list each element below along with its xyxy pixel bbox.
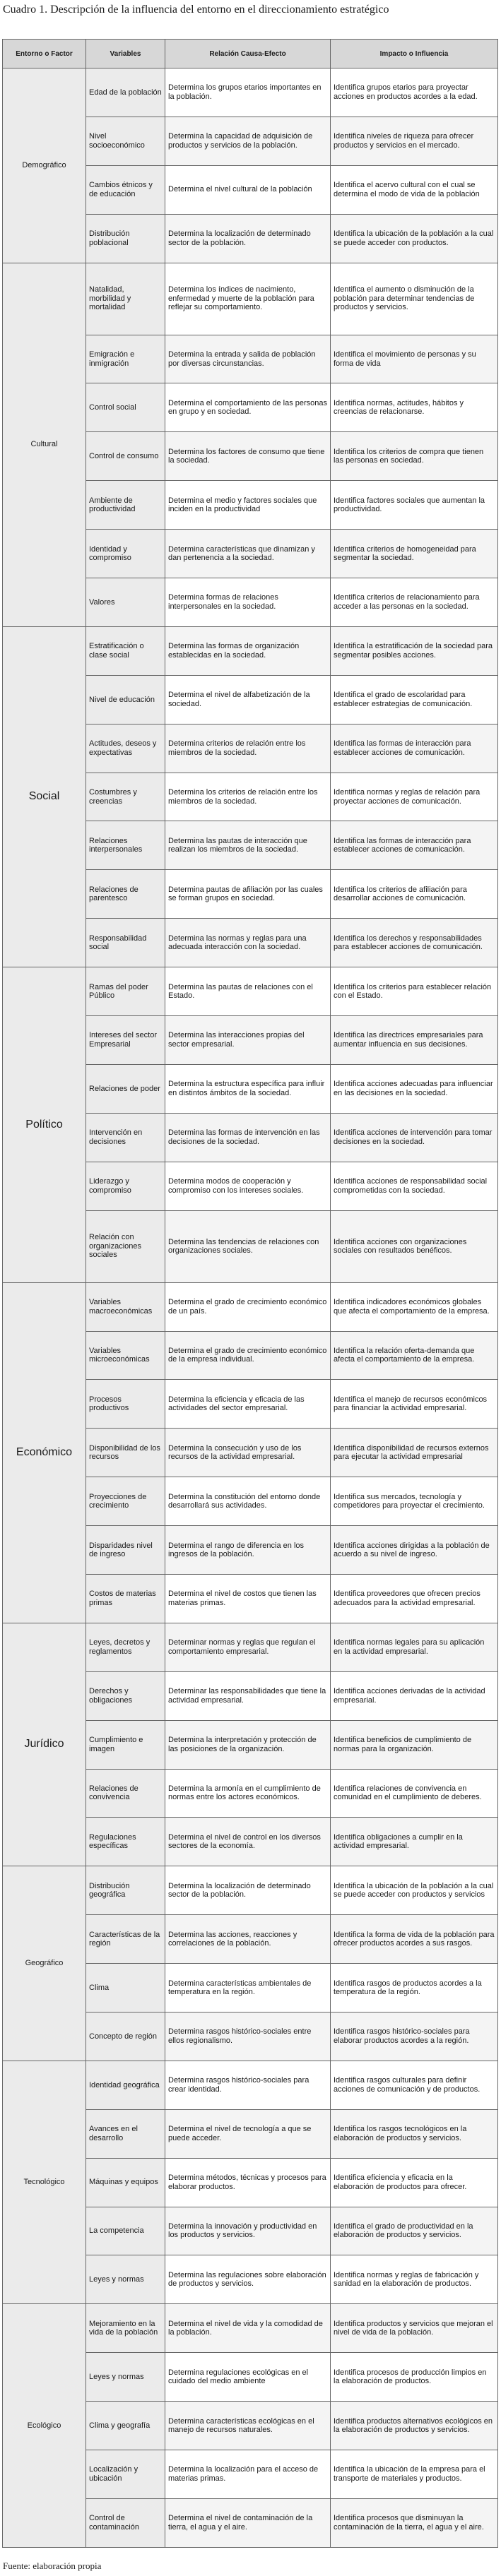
impact-cell: Identifica rasgos culturales para definir acciones de comunicación y de productos. <box>331 2061 498 2109</box>
impact-cell: Identifica disponibilidad de recursos externos para ejecutar la actividad empresarial <box>331 1429 498 1477</box>
header-impacto: Impacto o Influencia <box>331 40 498 68</box>
variable-cell: Máquinas y equipos <box>86 2158 165 2207</box>
impact-cell: Identifica criterios de relacionamiento para acceder a las personas en la sociedad. <box>331 578 498 627</box>
relation-cell: Determinar las responsabilidades que tiene la actividad empresarial. <box>165 1671 331 1720</box>
table-caption: Cuadro 1. Descripción de la influencia del entorno en el direccionamiento estratégico <box>3 4 389 16</box>
impact-cell: Identifica obligaciones a cumplir en la actividad empresarial. <box>331 1818 498 1866</box>
variable-cell: Relaciones de poder <box>86 1064 165 1113</box>
table-row <box>3 1623 498 1671</box>
relation-cell: Determina la localización para el acceso de materias primas. <box>165 2450 331 2499</box>
impact-cell: Identifica normas, actitudes, hábitos y creencias de relacionarse. <box>331 383 498 432</box>
impact-cell: Identifica los rasgos tecnológicos en la elaboración de productos y servicios. <box>331 2109 498 2158</box>
table-row <box>3 2061 498 2109</box>
variable-cell: Regulaciones específicas <box>86 1818 165 1866</box>
impact-cell: Identifica la forma de vida de la población para ofrecer productos acordes a sus rasgos. <box>331 1915 498 1964</box>
table-row <box>3 967 498 1016</box>
relation-cell: Determina pautas de afiliación por las cuales se forman grupos en sociedad. <box>165 870 331 919</box>
variable-cell: Características de la región <box>86 1915 165 1964</box>
header-variables: Variables <box>86 40 165 68</box>
table-body <box>3 68 498 2548</box>
relation-cell: Determina el nivel de costos que tienen las materias primas. <box>165 1574 331 1623</box>
impact-cell: Identifica rasgos de productos acordes a la temperatura de la región. <box>331 1964 498 2012</box>
variable-cell: Relaciones de parentesco <box>86 870 165 919</box>
variable-cell: Clima <box>86 1964 165 2012</box>
table-row <box>3 2304 498 2353</box>
relation-cell: Determina el rango de diferencia en los ingresos de la población. <box>165 1526 331 1575</box>
factor-cell: Geográfico <box>3 1866 86 2061</box>
relation-cell: Determina las normas y reglas para una adecuada interacción con la sociedad. <box>165 919 331 967</box>
relation-cell: Determina el nivel de contaminación de la tierra, el agua y el aire. <box>165 2498 331 2547</box>
relation-cell: Determina el comportamiento de las personas en grupo y en sociedad. <box>165 383 331 432</box>
relation-cell: Determina los índices de nacimiento, enfermedad y muerte de la población para reflejar su comportamiento. <box>165 263 331 335</box>
variable-cell: Control social <box>86 383 165 432</box>
variable-cell: Control de consumo <box>86 432 165 481</box>
relation-cell: Determina el grado de crecimiento económico de un país. <box>165 1282 331 1331</box>
impact-cell: Identifica la estratificación de la sociedad para segmentar posibles acciones. <box>331 626 498 675</box>
variable-cell: Leyes y normas <box>86 2255 165 2304</box>
variable-cell: Disponibilidad de los recursos <box>86 1429 165 1477</box>
impact-cell: Identifica normas y reglas de relación para proyectar acciones de comunicación. <box>331 773 498 821</box>
variable-cell: Intereses del sector Empresarial <box>86 1016 165 1065</box>
variable-cell: Derechos y obligaciones <box>86 1671 165 1720</box>
variable-cell: Clima y geografía <box>86 2402 165 2450</box>
relation-cell: Determina los grupos etarios importantes en la población. <box>165 68 331 117</box>
table-row <box>3 626 498 675</box>
relation-cell: Determina rasgos histórico-sociales para crear identidad. <box>165 2061 331 2109</box>
impact-cell: Identifica el manejo de recursos económicos para financiar la actividad empresarial. <box>331 1380 498 1429</box>
impact-cell: Identifica los criterios de afiliación para desarrollar acciones de comunicación. <box>331 870 498 919</box>
variable-cell: Valores <box>86 578 165 627</box>
relation-cell: Determina la constitución del entorno donde desarrollará sus actividades. <box>165 1477 331 1526</box>
variable-cell: Cumplimiento e imagen <box>86 1720 165 1769</box>
variable-cell: Edad de la población <box>86 68 165 117</box>
impact-cell: Identifica acciones con organizaciones sociales con resultados benéficos. <box>331 1210 498 1282</box>
variable-cell: Costos de materias primas <box>86 1574 165 1623</box>
relation-cell: Determina las acciones, reacciones y correlaciones de la población. <box>165 1915 331 1964</box>
relation-cell: Determina características ecológicas en el manejo de recursos naturales. <box>165 2402 331 2450</box>
relation-cell: Determina las formas de organización establecidas en la sociedad. <box>165 626 331 675</box>
relation-cell: Determina los factores de consumo que tiene la sociedad. <box>165 432 331 481</box>
variable-cell: Emigración e inmigración <box>86 335 165 383</box>
factor-cell: Jurídico <box>3 1623 86 1866</box>
variable-cell: Identidad y compromiso <box>86 530 165 578</box>
factor-cell: Tecnológico <box>3 2061 86 2303</box>
influence-table <box>2 39 498 2548</box>
variable-cell: Cambios étnicos y de educación <box>86 165 165 214</box>
relation-cell: Determina la localización de determinado sector de la población. <box>165 1866 331 1915</box>
impact-cell: Identifica procesos de producción limpios en la elaboración de productos. <box>331 2353 498 2402</box>
relation-cell: Determina modos de cooperación y compromiso con los intereses sociales. <box>165 1162 331 1210</box>
impact-cell: Identifica productos alternativos ecológicos en la elaboración de productos y servicios. <box>331 2402 498 2450</box>
variable-cell: Responsabilidad social <box>86 919 165 967</box>
variable-cell: Costumbres y creencias <box>86 773 165 821</box>
variable-cell: Proyecciones de crecimiento <box>86 1477 165 1526</box>
relation-cell: Determina el grado de crecimiento económico de la empresa individual. <box>165 1331 331 1380</box>
relation-cell: Determina la entrada y salida de población por diversas circunstancias. <box>165 335 331 383</box>
impact-cell: Identifica acciones de responsabilidad social comprometidas con la sociedad. <box>331 1162 498 1210</box>
relation-cell: Determina características que dinamizan y dan pertenencia a la sociedad. <box>165 530 331 578</box>
variable-cell: Distribución poblacional <box>86 214 165 263</box>
relation-cell: Determina el nivel de vida y la comodidad de la población. <box>165 2304 331 2353</box>
variable-cell: Nivel socioeconómico <box>86 117 165 165</box>
factor-cell: Económico <box>3 1282 86 1623</box>
impact-cell: Identifica el aumento o disminución de la población para determinar tendencias de productos y servicios. <box>331 263 498 335</box>
header-entorno: Entorno o Factor <box>3 40 86 68</box>
variable-cell: Concepto de región <box>86 2012 165 2061</box>
relation-cell: Determina las formas de intervención en las decisiones de la sociedad. <box>165 1113 331 1162</box>
impact-cell: Identifica sus mercados, tecnología y competidores para proyectar el crecimiento. <box>331 1477 498 1526</box>
impact-cell: Identifica la ubicación de la empresa para el transporte de materiales y productos. <box>331 2450 498 2499</box>
relation-cell: Determina rasgos histórico-sociales entre ellos regionalismo. <box>165 2012 331 2061</box>
impact-cell: Identifica relaciones de convivencia en comunidad en el cumplimiento de deberes. <box>331 1769 498 1818</box>
relation-cell: Determina las regulaciones sobre elaboración de productos y servicios. <box>165 2255 331 2304</box>
impact-cell: Identifica grupos etarios para proyectar acciones en productos acordes a la edad. <box>331 68 498 117</box>
variable-cell: Mejoramiento en la vida de la población <box>86 2304 165 2353</box>
impact-cell: Identifica los criterios para establecer relación con el Estado. <box>331 967 498 1016</box>
impact-cell: Identifica acciones adecuadas para influenciar en las decisiones en la sociedad. <box>331 1064 498 1113</box>
impact-cell: Identifica acciones derivadas de la actividad empresarial. <box>331 1671 498 1720</box>
impact-cell: Identifica la relación oferta-demanda que afecta el comportamiento de la empresa. <box>331 1331 498 1380</box>
relation-cell: Determina características ambientales de temperatura en la región. <box>165 1964 331 2012</box>
factor-cell: Político <box>3 967 86 1282</box>
relation-cell: Determina la estructura específica para influir en distintos ámbitos de la sociedad. <box>165 1064 331 1113</box>
relation-cell: Determina la interpretación y protección de las posiciones de la organización. <box>165 1720 331 1769</box>
variable-cell: Nivel de educación <box>86 675 165 724</box>
table-row <box>3 1866 498 1915</box>
impact-cell: Identifica criterios de homogeneidad para segmentar la sociedad. <box>331 530 498 578</box>
factor-cell: Cultural <box>3 263 86 626</box>
variable-cell: Avances en el desarrollo <box>86 2109 165 2158</box>
relation-cell: Determina las tendencias de relaciones con organizaciones sociales. <box>165 1210 331 1282</box>
variable-cell: Localización y ubicación <box>86 2450 165 2499</box>
variable-cell: Leyes, decretos y reglamentos <box>86 1623 165 1671</box>
impact-cell: Identifica acciones de intervención para tomar decisiones en la sociedad. <box>331 1113 498 1162</box>
variable-cell: Procesos productivos <box>86 1380 165 1429</box>
impact-cell: Identifica normas y reglas de fabricación y sanidad en la elaboración de productos. <box>331 2255 498 2304</box>
relation-cell: Determina las interacciones propias del sector empresarial. <box>165 1016 331 1065</box>
variable-cell: Disparidades nivel de ingreso <box>86 1526 165 1575</box>
variable-cell: Relaciones interpersonales <box>86 821 165 870</box>
variable-cell: Ambiente de productividad <box>86 481 165 530</box>
impact-cell: Identifica niveles de riqueza para ofrecer productos y servicios en el mercado. <box>331 117 498 165</box>
relation-cell: Determina el nivel de alfabetización de la sociedad. <box>165 675 331 724</box>
table-row <box>3 1282 498 1331</box>
table-row <box>3 263 498 335</box>
impact-cell: Identifica proveedores que ofrecen precios adecuados para la actividad empresarial. <box>331 1574 498 1623</box>
header-relacion: Relación Causa-Efecto <box>165 40 331 68</box>
impact-cell: Identifica la ubicación de la población a la cual se puede acceder con productos. <box>331 214 498 263</box>
table-row <box>3 68 498 117</box>
variable-cell: Intervención en decisiones <box>86 1113 165 1162</box>
factor-cell: Ecológico <box>3 2304 86 2548</box>
impact-cell: Identifica eficiencia y eficacia en la elaboración de productos para ofrecer. <box>331 2158 498 2207</box>
table-header-row <box>3 40 498 68</box>
variable-cell: Identidad geográfica <box>86 2061 165 2109</box>
relation-cell: Determina la eficiencia y eficacia de las actividades del sector empresarial. <box>165 1380 331 1429</box>
variable-cell: Actitudes, deseos y expectativas <box>86 724 165 773</box>
source-note: Fuente: elaboración propia <box>3 2560 102 2571</box>
factor-cell: Demográfico <box>3 68 86 263</box>
relation-cell: Determina criterios de relación entre los miembros de la sociedad. <box>165 724 331 773</box>
impact-cell: Identifica rasgos histórico-sociales para elaborar productos acordes a la región. <box>331 2012 498 2061</box>
relation-cell: Determina las pautas de relaciones con el Estado. <box>165 967 331 1016</box>
impact-cell: Identifica procesos que disminuyan la contaminación de la tierra, el agua y el aire. <box>331 2498 498 2547</box>
impact-cell: Identifica la ubicación de la población a la cual se puede acceder con productos y servicios <box>331 1866 498 1915</box>
impact-cell: Identifica las formas de interacción para establecer acciones de comunicación. <box>331 724 498 773</box>
impact-cell: Identifica el acervo cultural con el cual se determina el modo de vida de la población <box>331 165 498 214</box>
variable-cell: Liderazgo y compromiso <box>86 1162 165 1210</box>
impact-cell: Identifica el movimiento de personas y su forma de vida <box>331 335 498 383</box>
variable-cell: Natalidad, morbilidad y mortalidad <box>86 263 165 335</box>
impact-cell: Identifica el grado de escolaridad para establecer estrategias de comunicación. <box>331 675 498 724</box>
relation-cell: Determina la capacidad de adquisición de productos y servicios de la población. <box>165 117 331 165</box>
impact-cell: Identifica beneficios de cumplimiento de normas para la organización. <box>331 1720 498 1769</box>
impact-cell: Identifica las formas de interacción para establecer acciones de comunicación. <box>331 821 498 870</box>
relation-cell: Determina regulaciones ecológicas en el cuidado del medio ambiente <box>165 2353 331 2402</box>
relation-cell: Determinar normas y reglas que regulan el comportamiento empresarial. <box>165 1623 331 1671</box>
relation-cell: Determina la innovación y productividad en los productos y servicios. <box>165 2207 331 2255</box>
impact-cell: Identifica el grado de productividad en la elaboración de productos y servicios. <box>331 2207 498 2255</box>
relation-cell: Determina la armonía en el cumplimiento de normas entre los actores económicos. <box>165 1769 331 1818</box>
relation-cell: Determina el nivel cultural de la población <box>165 165 331 214</box>
relation-cell: Determina formas de relaciones interpersonales en la sociedad. <box>165 578 331 627</box>
impact-cell: Identifica los criterios de compra que tienen las personas en sociedad. <box>331 432 498 481</box>
variable-cell: La competencia <box>86 2207 165 2255</box>
impact-cell: Identifica normas legales para su aplicación en la actividad empresarial. <box>331 1623 498 1671</box>
factor-cell: Social <box>3 626 86 967</box>
relation-cell: Determina la localización de determinado sector de la población. <box>165 214 331 263</box>
variable-cell: Distribución geográfica <box>86 1866 165 1915</box>
relation-cell: Determina el nivel de control en los diversos sectores de la economía. <box>165 1818 331 1866</box>
variable-cell: Control de contaminación <box>86 2498 165 2547</box>
impact-cell: Identifica acciones dirigidas a la población de acuerdo a su nivel de ingreso. <box>331 1526 498 1575</box>
impact-cell: Identifica productos y servicios que mejoran el nivel de vida de la población. <box>331 2304 498 2353</box>
variable-cell: Variables microeconómicas <box>86 1331 165 1380</box>
variable-cell: Relaciones de convivencia <box>86 1769 165 1818</box>
impact-cell: Identifica los derechos y responsabilidades para establecer acciones de comunicación. <box>331 919 498 967</box>
relation-cell: Determina las pautas de interacción que realizan los miembros de la sociedad. <box>165 821 331 870</box>
variable-cell: Estratificación o clase social <box>86 626 165 675</box>
variable-cell: Leyes y normas <box>86 2353 165 2402</box>
variable-cell: Ramas del poder Público <box>86 967 165 1016</box>
relation-cell: Determina métodos, técnicas y procesos para elaborar productos. <box>165 2158 331 2207</box>
relation-cell: Determina la consecución y uso de los recursos de la actividad empresarial. <box>165 1429 331 1477</box>
relation-cell: Determina los criterios de relación entre los miembros de la sociedad. <box>165 773 331 821</box>
relation-cell: Determina el medio y factores sociales que inciden en la productividad <box>165 481 331 530</box>
impact-cell: Identifica factores sociales que aumentan la productividad. <box>331 481 498 530</box>
variable-cell: Variables macroeconómicas <box>86 1282 165 1331</box>
impact-cell: Identifica las directrices empresariales para aumentar influencia en sus decisiones. <box>331 1016 498 1065</box>
impact-cell: Identifica indicadores económicos globales que afecta el comportamiento de la empresa. <box>331 1282 498 1331</box>
relation-cell: Determina el nivel de tecnología a que se puede acceder. <box>165 2109 331 2158</box>
variable-cell: Relación con organizaciones sociales <box>86 1210 165 1282</box>
